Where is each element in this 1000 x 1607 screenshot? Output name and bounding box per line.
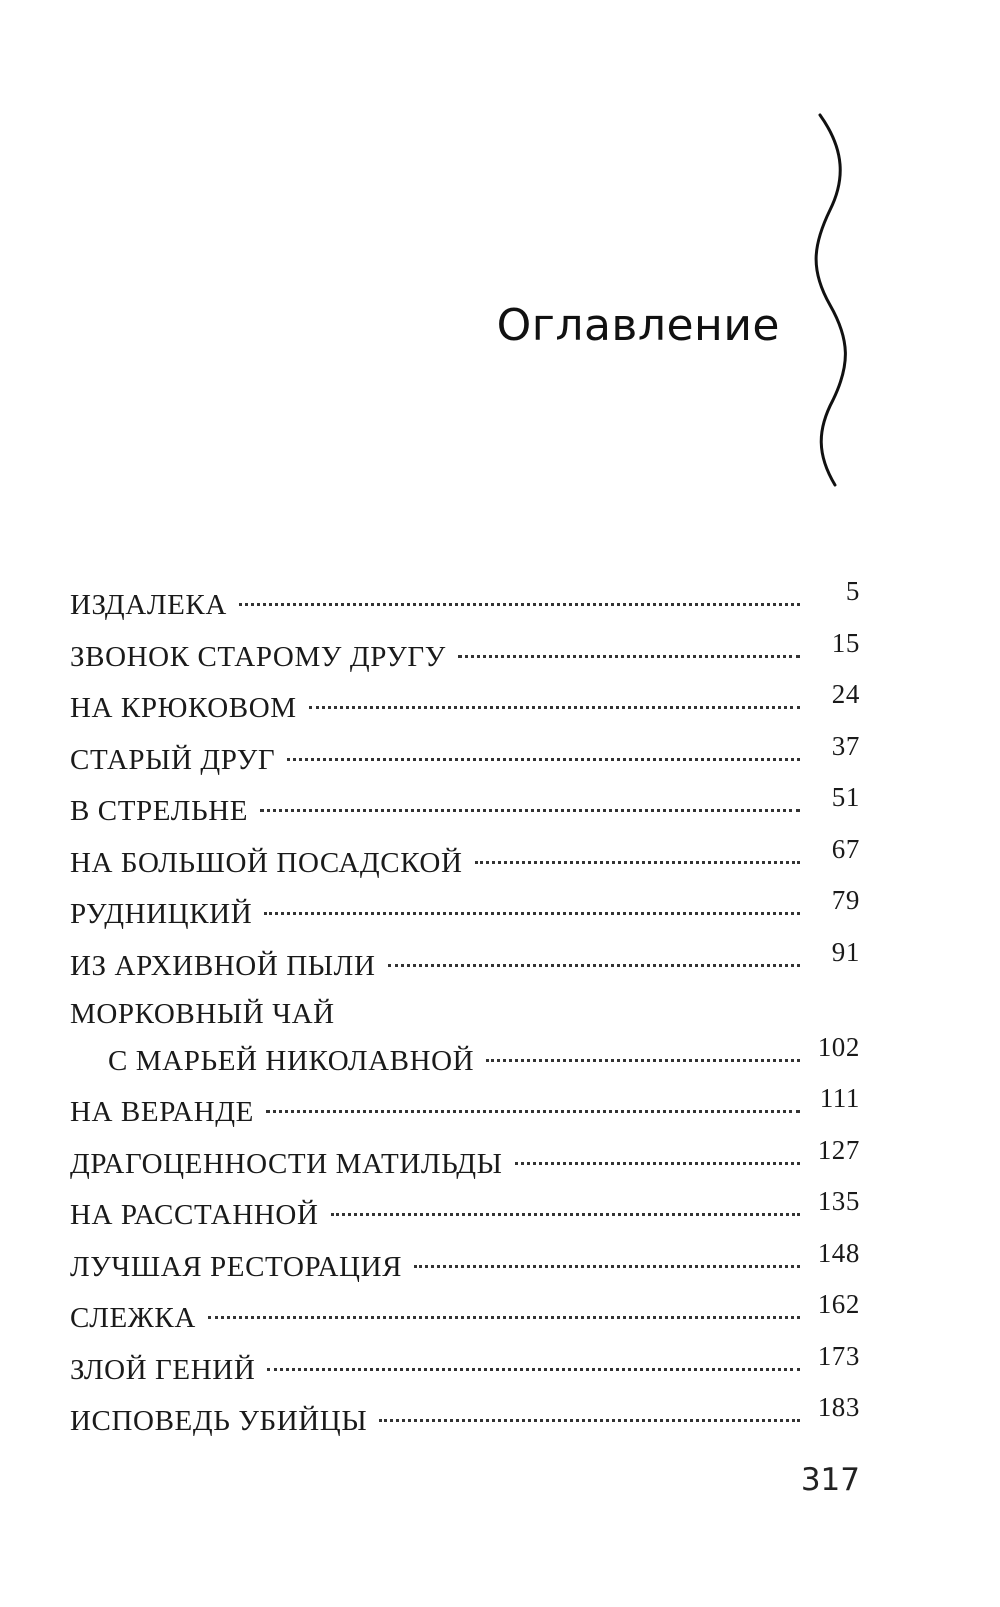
dot-leader: [388, 964, 801, 967]
toc-entry-title: НА РАССТАННОЙ: [70, 1199, 319, 1231]
page-number: 317: [800, 1462, 860, 1498]
toc-entry: [70, 1289, 860, 1345]
dot-leader: [266, 1110, 800, 1113]
dot-leader: [414, 1265, 800, 1268]
toc-entry-title: ЗЛОЙ ГЕНИЙ: [70, 1353, 256, 1386]
dot-leader: [486, 1059, 800, 1062]
toc-entry-title: МОРКОВНЫЙ ЧАЙ: [70, 998, 335, 1030]
toc-entry: [70, 679, 860, 735]
table-of-contents: [70, 576, 860, 1448]
toc-entry-title: СЛЕЖКА: [70, 1302, 196, 1334]
toc-entry: [70, 730, 860, 787]
toc-entry: [70, 992, 860, 1087]
toc-entry-title: ЛУЧШАЯ РЕСТОРАЦИЯ: [70, 1250, 403, 1283]
dot-leader: [379, 1419, 800, 1422]
dot-leader: [239, 603, 800, 606]
toc-entry-title: В СТРЕЛЬНЕ: [70, 795, 249, 827]
dot-leader: [208, 1316, 800, 1319]
toc-entry-title: ИЗ АРХИВНОЙ ПЫЛИ: [70, 949, 376, 982]
toc-entry-page: 111: [819, 1083, 860, 1113]
toc-entry: [70, 1134, 860, 1191]
toc-entry-title: НА ВЕРАНДЕ: [70, 1096, 254, 1128]
dot-leader: [260, 809, 800, 812]
toc-entry: [70, 1237, 860, 1294]
dot-leader: [475, 861, 800, 864]
toc-entry-continuation: [70, 1032, 860, 1087]
toc-entry-title: РУДНИЦКИЙ: [70, 898, 253, 930]
toc-entry-page: 79: [831, 885, 860, 915]
toc-entry: [70, 885, 860, 941]
toc-entry-title: СТАРЫЙ ДРУГ: [70, 743, 276, 776]
toc-entry: [70, 1340, 860, 1397]
dot-leader: [264, 912, 800, 915]
toc-entry-page: 37: [831, 730, 860, 761]
toc-entry-page: 24: [831, 679, 860, 709]
toc-entry: [70, 833, 860, 890]
toc-entry-page: 183: [817, 1392, 860, 1422]
dot-leader: [458, 655, 800, 658]
toc-entry-page: 173: [817, 1340, 860, 1371]
toc-entry-page: 5: [845, 576, 860, 606]
toc-entry-title: НА БОЛЬШОЙ ПОСАДСКОЙ: [70, 846, 463, 879]
dot-leader: [331, 1213, 800, 1216]
toc-entry-page: 15: [831, 627, 860, 658]
dot-leader: [309, 706, 800, 709]
toc-entry-title: ЗВОНОК СТАРОМУ ДРУГУ: [70, 640, 446, 673]
page-title: Оглавление: [496, 300, 780, 351]
toc-entry-title: ДРАГОЦЕННОСТИ МАТИЛЬДЫ: [70, 1147, 503, 1180]
toc-entry-page: 51: [831, 782, 860, 812]
toc-entry-page: 102: [817, 1032, 860, 1062]
toc-entry-title: ИЗДАЛЕКА: [70, 589, 227, 621]
wavy-line-ornament-icon: [805, 110, 865, 490]
toc-entry-page: 67: [831, 833, 860, 864]
toc-entry: [70, 782, 860, 838]
toc-entry-page: 91: [831, 936, 860, 967]
toc-entry: [70, 936, 860, 993]
toc-entry: [70, 1083, 860, 1139]
dot-leader: [267, 1368, 800, 1371]
toc-entry-title: НА КРЮКОВОМ: [70, 692, 297, 724]
dot-leader: [287, 758, 800, 761]
toc-entry-page: 148: [817, 1237, 860, 1268]
toc-entry-title: ИСПОВЕДЬ УБИЙЦЫ: [70, 1405, 368, 1437]
toc-entry-page: 162: [817, 1289, 860, 1319]
toc-entry-page: 127: [817, 1134, 860, 1165]
dot-leader: [515, 1162, 800, 1165]
toc-entry: [70, 576, 860, 632]
toc-entry: [70, 1186, 860, 1242]
toc-entry: [70, 1392, 860, 1448]
toc-entry-title-continued: С МАРЬЕЙ НИКОЛАВНОЙ: [108, 1045, 475, 1077]
toc-entry-page: 135: [817, 1186, 860, 1216]
toc-entry: [70, 627, 860, 684]
